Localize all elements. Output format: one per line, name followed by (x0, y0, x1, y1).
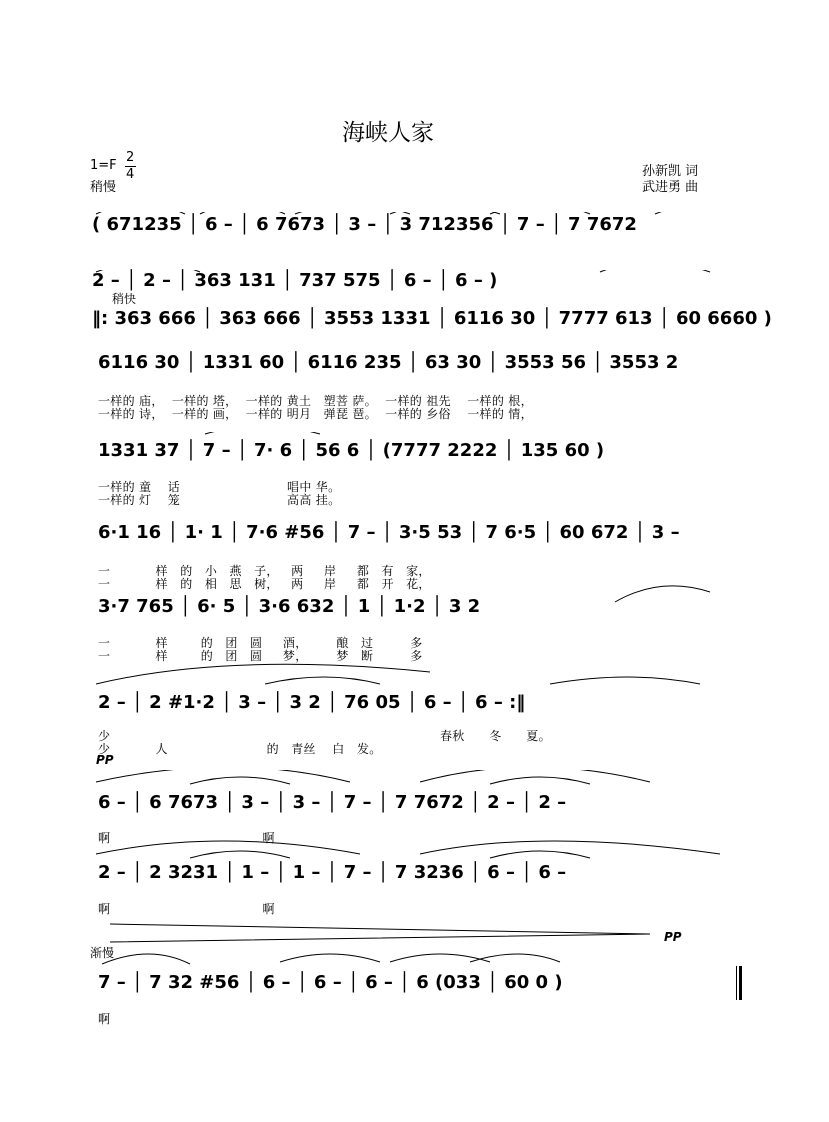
tempo-faster-marking: 稍快 (112, 292, 137, 306)
key-signature: 1=F (90, 158, 117, 173)
final-barline-thick (739, 966, 742, 1000)
lyrics-line-8c: 春秋 冬 夏。 (440, 729, 551, 743)
final-barline-thin (736, 966, 737, 1000)
lyrics-line-5a: 一样的 童 话 唱中 华。 (98, 480, 341, 494)
lyrics-line-4a: 一样的 庙， 一样的 塔， 一样的 黄土 塑菩 萨。 一样的 祖先 一样的 根， (98, 394, 533, 408)
staff-notes-6: 6·1 16 │ 1· 1 │ 7·6 #56 │ 7 – │ 3·5 53 │ 7 6·5 │ 60 672 │ 3 – (98, 522, 680, 543)
staff-notes-5: 1331 37 │ 7 – │ 7· 6 │ 56 6 │ (7777 2222 │ 135 60 ) (98, 440, 605, 461)
lyrics-line-8a: 少 (98, 729, 111, 743)
staff-notes-3: ‖: 363 666 │ 363 666 │ 3553 1331 │ 6116 30 │ 7777 613 │ 60 6660 ) (92, 308, 772, 329)
staff-notes-11: 7 – │ 7 32 #56 │ 6 – │ 6 – │ 6 – │ 6 (033 │ 60 0 ) (98, 972, 563, 993)
dynamic-pp-1: PP (96, 753, 114, 767)
time-signature-top: 2 (126, 150, 135, 165)
song-title: 海峡人家 (342, 120, 434, 146)
lyrics-line-6b: 一 样 的 相 思 树， 两 岸 都 开 花， (98, 577, 431, 591)
tempo-marking: 稍慢 (90, 180, 117, 195)
lyrics-line-7a: 一 样 的 团 圆 酒， 酿 过 多 (98, 636, 423, 650)
staff-notes-9: 6 – │ 6 7673 │ 3 – │ 3 – │ 7 – │ 7 7672 │ 2 – │ 2 – (98, 792, 567, 813)
lyrics-line-8b: 少 人 的 青丝 白 发。 (98, 742, 382, 756)
staff-notes-4: 6116 30 │ 1331 60 │ 6116 235 │ 63 30 │ 3553 56 │ 3553 2 (98, 352, 679, 373)
staff-notes-1: ( 671235 │ 6 – │ 6 7673 │ 3 – │ 3 712356 │ 7 – │ 7 7672 (92, 214, 637, 235)
lyrics-line-10: 啊 啊 (98, 902, 275, 916)
dynamic-pp-2: PP (664, 930, 682, 944)
tempo-rit-marking: 渐慢 (90, 946, 115, 960)
lyrics-line-5b: 一样的 灯 笼 高高 挂。 (98, 493, 341, 507)
decrescendo-hairpin (100, 920, 660, 944)
lyrics-line-6a: 一 样 的 小 燕 子， 两 岸 都 有 家， (98, 564, 431, 578)
time-signature-bottom: 4 (126, 167, 135, 182)
lyricist-credit: 孙新凯 词 (642, 164, 699, 179)
staff-notes-7: 3·7 765 │ 6· 5 │ 3·6 632 │ 1 │ 1·2 │ 3 2 (98, 596, 481, 617)
staff-notes-8: 2 – │ 2 #1·2 │ 3 – │ 3 2 │ 76 05 │ 6 – │ 6 – :‖ (98, 692, 526, 713)
lyrics-line-7b: 一 样 的 团 圆 梦， 梦 断 多 (98, 649, 423, 663)
composer-credit: 武进勇 曲 (642, 180, 699, 195)
lyrics-line-9: 啊 啊 (98, 831, 275, 845)
staff-notes-10: 2 – │ 2 3231 │ 1 – │ 1 – │ 7 – │ 7 3236 │ 6 – │ 6 – (98, 862, 567, 883)
staff-notes-2: 2 – │ 2 – │ 363 131 │ 737 575 │ 6 – │ 6 – ) (92, 270, 498, 291)
lyrics-line-11: 啊 (98, 1012, 111, 1026)
lyrics-line-4b: 一样的 诗， 一样的 画， 一样的 明月 弹琵 琶。 一样的 乡俗 一样的 情， (98, 407, 533, 421)
